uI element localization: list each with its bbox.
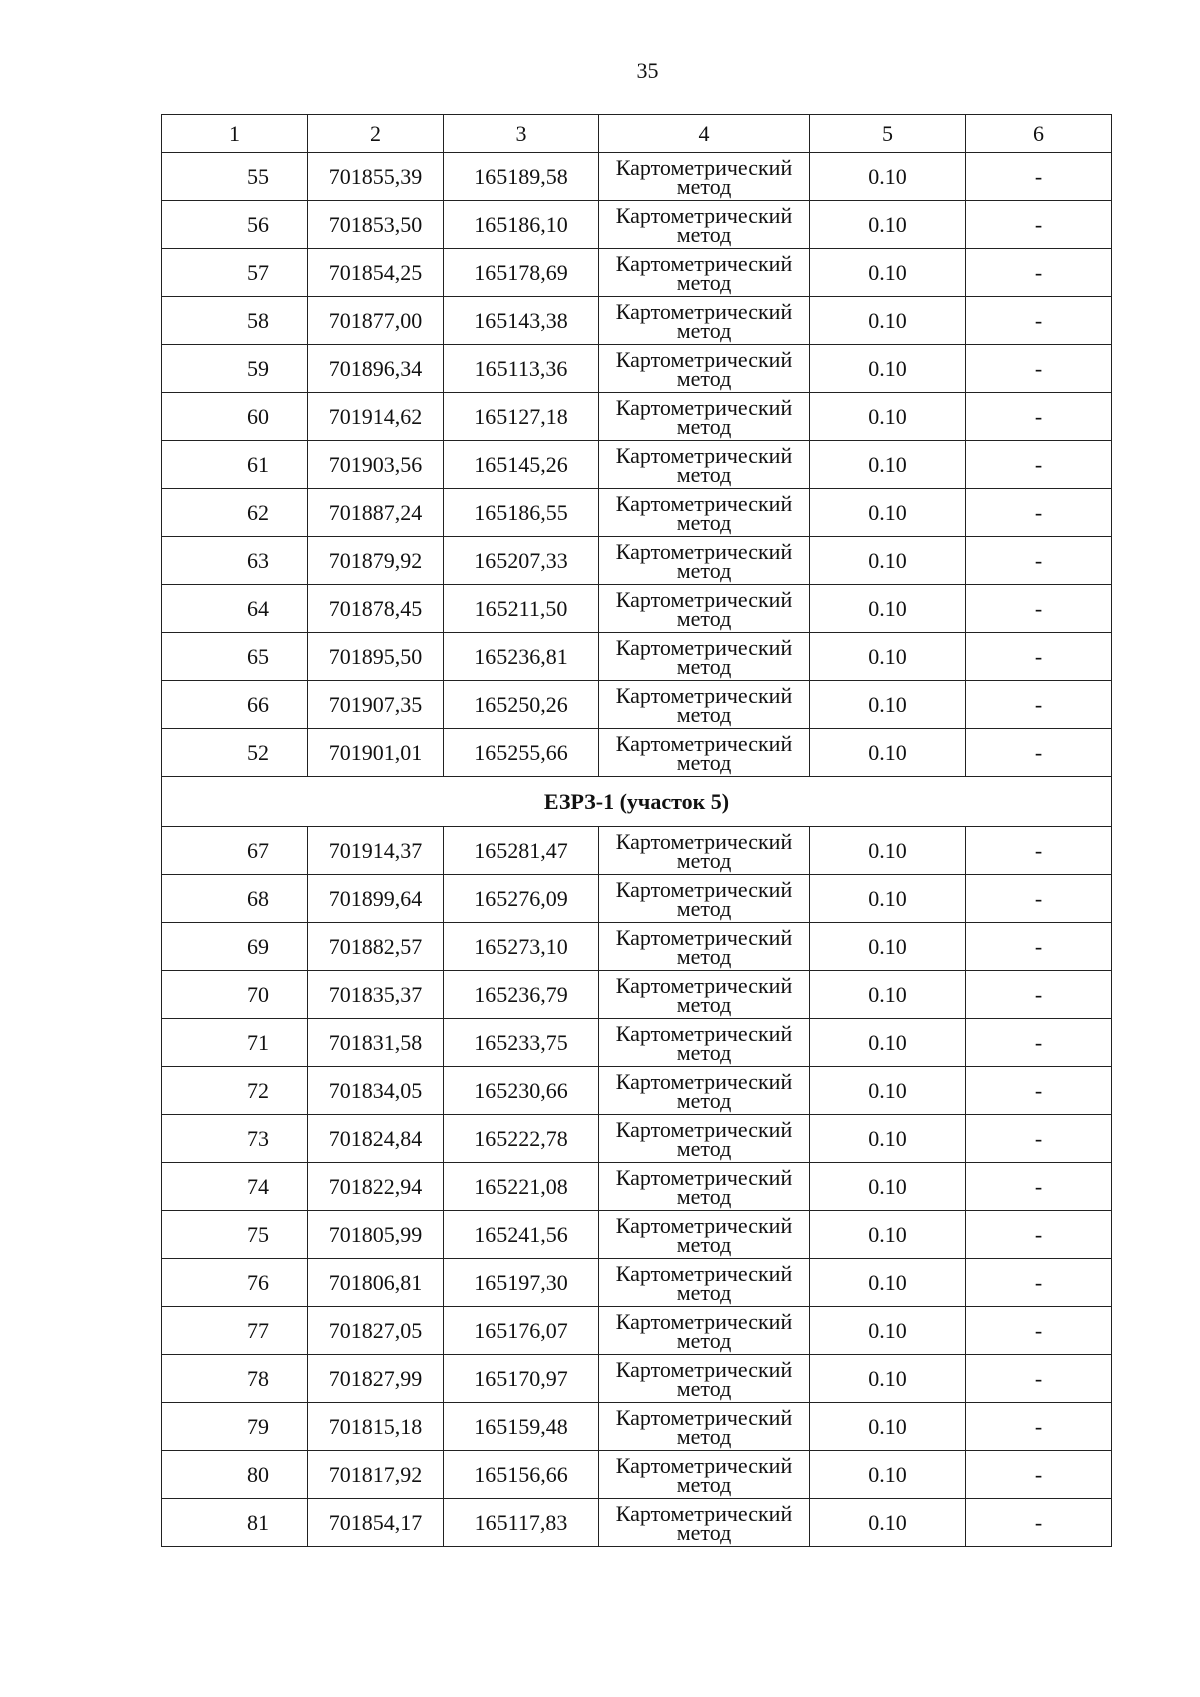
method-line-1: Картометрический: [615, 586, 793, 612]
method-line-1: Картометрический: [615, 682, 793, 708]
x-coordinate-cell: 701824,84: [308, 1115, 444, 1163]
method-line-2: метод: [676, 701, 732, 727]
method-cell: [599, 1211, 810, 1259]
accuracy-cell: 0.10: [810, 827, 966, 875]
column-number: 2: [308, 115, 444, 153]
accuracy-cell: 0.10: [810, 633, 966, 681]
method-line-1: Картометрический: [615, 972, 793, 998]
x-coordinate-cell: 701827,05: [308, 1307, 444, 1355]
table-row: [162, 201, 1112, 249]
method-line-1: Картометрический: [615, 1356, 793, 1382]
point-number-cell: 64: [162, 585, 308, 633]
point-number-cell: 56: [162, 201, 308, 249]
method-cell: [599, 875, 810, 923]
y-coordinate-cell: 165159,48: [444, 1403, 599, 1451]
accuracy-cell: 0.10: [810, 923, 966, 971]
accuracy-cell: 0.10: [810, 971, 966, 1019]
method-cell: [599, 1115, 810, 1163]
method-line-2: метод: [676, 1039, 732, 1065]
dash-cell: -: [966, 1067, 1112, 1115]
dash-cell: -: [966, 1211, 1112, 1259]
column-number: 3: [444, 115, 599, 153]
section-title: ЕЗРЗ-1 (участок 5): [162, 777, 1112, 827]
accuracy-cell: 0.10: [810, 297, 966, 345]
method-line-2: метод: [676, 1087, 732, 1113]
accuracy-cell: 0.10: [810, 1355, 966, 1403]
accuracy-cell: 0.10: [810, 345, 966, 393]
method-cell: [599, 297, 810, 345]
method-cell: [599, 1307, 810, 1355]
table-row: [162, 1211, 1112, 1259]
method-line-2: метод: [676, 1519, 732, 1545]
method-cell: [599, 1355, 810, 1403]
method-line-1: Картометрический: [615, 1404, 793, 1430]
point-number-cell: 81: [162, 1499, 308, 1547]
x-coordinate-cell: 701895,50: [308, 633, 444, 681]
dash-cell: -: [966, 827, 1112, 875]
x-coordinate-cell: 701855,39: [308, 153, 444, 201]
method-line-2: метод: [676, 365, 732, 391]
method-line-2: метод: [676, 847, 732, 873]
column-number: 4: [599, 115, 810, 153]
coordinates-table: [161, 114, 1112, 1547]
table-row: [162, 1355, 1112, 1403]
method-cell: [599, 827, 810, 875]
point-number-cell: 68: [162, 875, 308, 923]
accuracy-cell: 0.10: [810, 1211, 966, 1259]
y-coordinate-cell: 165222,78: [444, 1115, 599, 1163]
method-cell: [599, 1403, 810, 1451]
dash-cell: -: [966, 1451, 1112, 1499]
point-number-cell: 69: [162, 923, 308, 971]
table-row: [162, 1163, 1112, 1211]
method-cell: [599, 1259, 810, 1307]
point-number-cell: 63: [162, 537, 308, 585]
accuracy-cell: 0.10: [810, 153, 966, 201]
y-coordinate-cell: 165197,30: [444, 1259, 599, 1307]
method-line-2: метод: [676, 653, 732, 679]
y-coordinate-cell: 165211,50: [444, 585, 599, 633]
method-line-1: Картометрический: [615, 202, 793, 228]
point-number-cell: 74: [162, 1163, 308, 1211]
method-line-1: Картометрический: [615, 828, 793, 854]
table-row: [162, 1019, 1112, 1067]
method-line-2: метод: [676, 1375, 732, 1401]
y-coordinate-cell: 165255,66: [444, 729, 599, 777]
method-cell: [599, 633, 810, 681]
y-coordinate-cell: 165186,10: [444, 201, 599, 249]
dash-cell: -: [966, 633, 1112, 681]
method-line-2: метод: [676, 557, 732, 583]
x-coordinate-cell: 701831,58: [308, 1019, 444, 1067]
column-number: 5: [810, 115, 966, 153]
method-line-1: Картометрический: [615, 298, 793, 324]
coordinates-table-body: [162, 115, 1112, 1547]
method-line-2: метод: [676, 895, 732, 921]
method-line-1: Картометрический: [615, 1116, 793, 1142]
method-line-2: метод: [676, 1135, 732, 1161]
dash-cell: -: [966, 153, 1112, 201]
point-number-cell: 77: [162, 1307, 308, 1355]
method-line-1: Картометрический: [615, 1452, 793, 1478]
dash-cell: -: [966, 1019, 1112, 1067]
method-line-1: Картометрический: [615, 490, 793, 516]
table-row: [162, 1307, 1112, 1355]
column-number-row: [162, 115, 1112, 153]
table-row: [162, 393, 1112, 441]
x-coordinate-cell: 701887,24: [308, 489, 444, 537]
x-coordinate-cell: 701877,00: [308, 297, 444, 345]
method-line-2: метод: [676, 1423, 732, 1449]
x-coordinate-cell: 701914,37: [308, 827, 444, 875]
y-coordinate-cell: 165176,07: [444, 1307, 599, 1355]
column-number: 6: [966, 115, 1112, 153]
x-coordinate-cell: 701903,56: [308, 441, 444, 489]
accuracy-cell: 0.10: [810, 1403, 966, 1451]
table-row: [162, 971, 1112, 1019]
dash-cell: -: [966, 923, 1112, 971]
method-line-1: Картометрический: [615, 1068, 793, 1094]
dash-cell: -: [966, 393, 1112, 441]
table-row: [162, 1451, 1112, 1499]
y-coordinate-cell: 165127,18: [444, 393, 599, 441]
method-cell: [599, 971, 810, 1019]
point-number-cell: 62: [162, 489, 308, 537]
dash-cell: -: [966, 201, 1112, 249]
y-coordinate-cell: 165207,33: [444, 537, 599, 585]
method-cell: [599, 489, 810, 537]
method-cell: [599, 393, 810, 441]
method-line-2: метод: [676, 461, 732, 487]
accuracy-cell: 0.10: [810, 537, 966, 585]
method-line-1: Картометрический: [615, 1260, 793, 1286]
table-row: [162, 633, 1112, 681]
dash-cell: -: [966, 1499, 1112, 1547]
accuracy-cell: 0.10: [810, 393, 966, 441]
method-line-1: Картометрический: [615, 876, 793, 902]
method-cell: [599, 923, 810, 971]
method-line-2: метод: [676, 269, 732, 295]
method-cell: [599, 441, 810, 489]
x-coordinate-cell: 701834,05: [308, 1067, 444, 1115]
dash-cell: -: [966, 875, 1112, 923]
y-coordinate-cell: 165221,08: [444, 1163, 599, 1211]
point-number-cell: 71: [162, 1019, 308, 1067]
point-number-cell: 61: [162, 441, 308, 489]
dash-cell: -: [966, 681, 1112, 729]
method-cell: [599, 1163, 810, 1211]
table-row: [162, 1259, 1112, 1307]
y-coordinate-cell: 165186,55: [444, 489, 599, 537]
x-coordinate-cell: 701878,45: [308, 585, 444, 633]
method-line-2: метод: [676, 317, 732, 343]
accuracy-cell: 0.10: [810, 1307, 966, 1355]
table-row: [162, 297, 1112, 345]
table-row: [162, 923, 1112, 971]
x-coordinate-cell: 701817,92: [308, 1451, 444, 1499]
accuracy-cell: 0.10: [810, 1115, 966, 1163]
y-coordinate-cell: 165230,66: [444, 1067, 599, 1115]
method-cell: [599, 537, 810, 585]
y-coordinate-cell: 165273,10: [444, 923, 599, 971]
column-number: 1: [162, 115, 308, 153]
method-line-1: Картометрический: [615, 634, 793, 660]
method-cell: [599, 153, 810, 201]
table-row: [162, 1115, 1112, 1163]
x-coordinate-cell: 701805,99: [308, 1211, 444, 1259]
y-coordinate-cell: 165236,79: [444, 971, 599, 1019]
method-line-2: метод: [676, 173, 732, 199]
table-row: [162, 827, 1112, 875]
method-cell: [599, 1067, 810, 1115]
point-number-cell: 52: [162, 729, 308, 777]
x-coordinate-cell: 701822,94: [308, 1163, 444, 1211]
accuracy-cell: 0.10: [810, 1019, 966, 1067]
dash-cell: -: [966, 1307, 1112, 1355]
x-coordinate-cell: 701882,57: [308, 923, 444, 971]
method-cell: [599, 1499, 810, 1547]
accuracy-cell: 0.10: [810, 201, 966, 249]
x-coordinate-cell: 701815,18: [308, 1403, 444, 1451]
point-number-cell: 60: [162, 393, 308, 441]
accuracy-cell: 0.10: [810, 1451, 966, 1499]
accuracy-cell: 0.10: [810, 875, 966, 923]
accuracy-cell: 0.10: [810, 1067, 966, 1115]
y-coordinate-cell: 165250,26: [444, 681, 599, 729]
x-coordinate-cell: 701835,37: [308, 971, 444, 1019]
y-coordinate-cell: 165178,69: [444, 249, 599, 297]
method-line-1: Картометрический: [615, 394, 793, 420]
page-number: 35: [636, 58, 659, 83]
x-coordinate-cell: 701806,81: [308, 1259, 444, 1307]
method-line-2: метод: [676, 1183, 732, 1209]
accuracy-cell: 0.10: [810, 489, 966, 537]
table-row: [162, 875, 1112, 923]
dash-cell: -: [966, 1115, 1112, 1163]
method-line-2: метод: [676, 221, 732, 247]
method-line-1: Картометрический: [615, 924, 793, 950]
table-row: [162, 345, 1112, 393]
method-line-2: метод: [676, 1471, 732, 1497]
method-line-2: метод: [676, 413, 732, 439]
y-coordinate-cell: 165233,75: [444, 1019, 599, 1067]
y-coordinate-cell: 165281,47: [444, 827, 599, 875]
x-coordinate-cell: 701896,34: [308, 345, 444, 393]
accuracy-cell: 0.10: [810, 1259, 966, 1307]
table-row: [162, 1403, 1112, 1451]
dash-cell: -: [966, 297, 1112, 345]
table-row: [162, 489, 1112, 537]
method-line-2: метод: [676, 991, 732, 1017]
method-cell: [599, 249, 810, 297]
table-row: [162, 1499, 1112, 1547]
x-coordinate-cell: 701899,64: [308, 875, 444, 923]
point-number-cell: 73: [162, 1115, 308, 1163]
method-line-2: метод: [676, 509, 732, 535]
accuracy-cell: 0.10: [810, 585, 966, 633]
method-line-2: метод: [676, 605, 732, 631]
y-coordinate-cell: 165241,56: [444, 1211, 599, 1259]
method-cell: [599, 681, 810, 729]
y-coordinate-cell: 165117,83: [444, 1499, 599, 1547]
method-line-1: Картометрический: [615, 1308, 793, 1334]
x-coordinate-cell: 701854,17: [308, 1499, 444, 1547]
point-number-cell: 78: [162, 1355, 308, 1403]
dash-cell: -: [966, 345, 1112, 393]
y-coordinate-cell: 165236,81: [444, 633, 599, 681]
y-coordinate-cell: 165145,26: [444, 441, 599, 489]
method-line-1: Картометрический: [615, 1164, 793, 1190]
dash-cell: -: [966, 489, 1112, 537]
point-number-cell: 76: [162, 1259, 308, 1307]
accuracy-cell: 0.10: [810, 681, 966, 729]
table-row: [162, 585, 1112, 633]
table-row: [162, 441, 1112, 489]
dash-cell: -: [966, 1259, 1112, 1307]
method-line-1: Картометрический: [615, 442, 793, 468]
dash-cell: -: [966, 537, 1112, 585]
accuracy-cell: 0.10: [810, 441, 966, 489]
dash-cell: -: [966, 729, 1112, 777]
method-line-2: метод: [676, 749, 732, 775]
method-line-1: Картометрический: [615, 250, 793, 276]
method-cell: [599, 585, 810, 633]
accuracy-cell: 0.10: [810, 249, 966, 297]
y-coordinate-cell: 165276,09: [444, 875, 599, 923]
method-line-1: Картометрический: [615, 1020, 793, 1046]
dash-cell: -: [966, 585, 1112, 633]
x-coordinate-cell: 701901,01: [308, 729, 444, 777]
point-number-cell: 67: [162, 827, 308, 875]
method-line-2: метод: [676, 1279, 732, 1305]
x-coordinate-cell: 701854,25: [308, 249, 444, 297]
method-cell: [599, 1451, 810, 1499]
y-coordinate-cell: 165113,36: [444, 345, 599, 393]
accuracy-cell: 0.10: [810, 729, 966, 777]
table-row: [162, 681, 1112, 729]
dash-cell: -: [966, 249, 1112, 297]
point-number-cell: 80: [162, 1451, 308, 1499]
method-cell: [599, 1019, 810, 1067]
point-number-cell: 66: [162, 681, 308, 729]
table-row: [162, 537, 1112, 585]
table-row: [162, 249, 1112, 297]
point-number-cell: 55: [162, 153, 308, 201]
method-cell: [599, 729, 810, 777]
point-number-cell: 75: [162, 1211, 308, 1259]
table-row: [162, 1067, 1112, 1115]
method-line-1: Картометрический: [615, 1500, 793, 1526]
accuracy-cell: 0.10: [810, 1163, 966, 1211]
method-line-1: Картометрический: [615, 154, 793, 180]
table-row: [162, 153, 1112, 201]
dash-cell: -: [966, 1163, 1112, 1211]
y-coordinate-cell: 165189,58: [444, 153, 599, 201]
method-line-2: метод: [676, 1327, 732, 1353]
point-number-cell: 72: [162, 1067, 308, 1115]
y-coordinate-cell: 165143,38: [444, 297, 599, 345]
point-number-cell: 57: [162, 249, 308, 297]
dash-cell: -: [966, 441, 1112, 489]
accuracy-cell: 0.10: [810, 1499, 966, 1547]
method-line-2: метод: [676, 943, 732, 969]
point-number-cell: 79: [162, 1403, 308, 1451]
x-coordinate-cell: 701827,99: [308, 1355, 444, 1403]
dash-cell: -: [966, 1403, 1112, 1451]
method-line-1: Картометрический: [615, 538, 793, 564]
x-coordinate-cell: 701879,92: [308, 537, 444, 585]
table-row: [162, 729, 1112, 777]
point-number-cell: 65: [162, 633, 308, 681]
method-cell: [599, 345, 810, 393]
dash-cell: -: [966, 1355, 1112, 1403]
y-coordinate-cell: 165156,66: [444, 1451, 599, 1499]
method-line-1: Картометрический: [615, 1212, 793, 1238]
method-line-1: Картометрический: [615, 346, 793, 372]
method-line-1: Картометрический: [615, 730, 793, 756]
method-cell: [599, 201, 810, 249]
x-coordinate-cell: 701853,50: [308, 201, 444, 249]
point-number-cell: 58: [162, 297, 308, 345]
section-row: [162, 777, 1112, 827]
point-number-cell: 70: [162, 971, 308, 1019]
y-coordinate-cell: 165170,97: [444, 1355, 599, 1403]
method-line-2: метод: [676, 1231, 732, 1257]
dash-cell: -: [966, 971, 1112, 1019]
x-coordinate-cell: 701914,62: [308, 393, 444, 441]
point-number-cell: 59: [162, 345, 308, 393]
x-coordinate-cell: 701907,35: [308, 681, 444, 729]
